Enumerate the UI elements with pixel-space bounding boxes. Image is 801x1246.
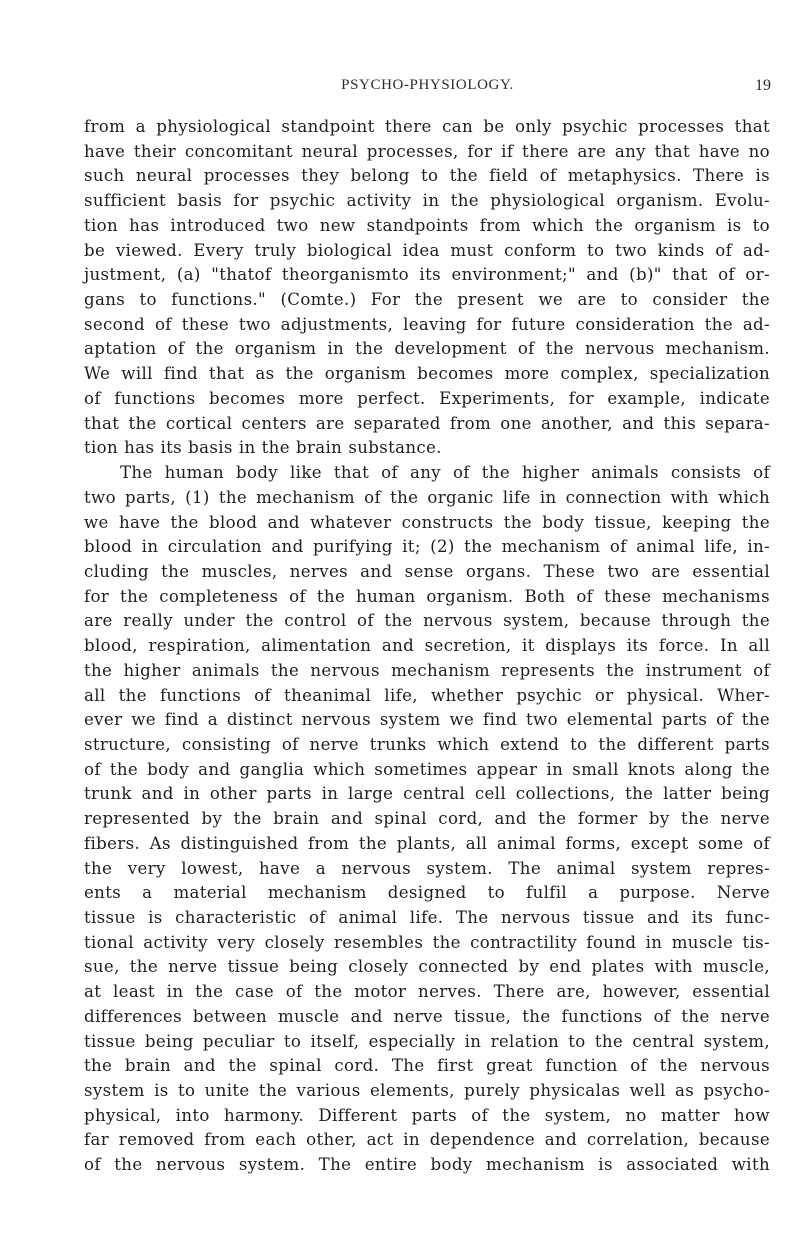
text-line: far removed from each other, act in dependence and correlation, because xyxy=(84,1130,770,1150)
text-line: the higher animals the nervous mechanism represents the instrument of xyxy=(84,660,770,680)
text-line: differences between muscle and nerve tissue, the functions of the nerve xyxy=(84,1006,770,1026)
text-line: tion has introduced two new standpoints from which the organism is to xyxy=(84,215,770,235)
text-line: blood, respiration, alimentation and secretion, it displays its force. In all xyxy=(84,636,770,656)
text-line: system is to unite the various elements, purely physicalas well as psycho- xyxy=(84,1081,770,1101)
running-head xyxy=(84,77,771,99)
text-line: at least in the case of the motor nerves. There are, however, essential xyxy=(84,982,770,1002)
body-text xyxy=(84,115,770,1178)
text-line: second of these two adjustments, leaving for future consideration the ad- xyxy=(84,314,770,334)
text-line: physical, into harmony. Different parts of the system, no matter how xyxy=(84,1105,770,1125)
text-line: We will find that as the organism becomes more complex, specialization xyxy=(84,364,770,384)
text-line: aptation of the organism in the development of the nervous mechanism. xyxy=(84,339,770,359)
text-line: for the completeness of the human organism. Both of these mechanisms xyxy=(84,586,770,606)
text-line: the very lowest, have a nervous system. The animal system repres- xyxy=(84,858,770,878)
text-line: represented by the brain and spinal cord, and the former by the nerve xyxy=(84,809,770,829)
text-line: of the nervous system. The entire body mechanism is associated with xyxy=(84,1155,770,1175)
text-line: ents a material mechanism designed to fulfil a purpose. Nerve xyxy=(84,883,770,903)
running-title: PSYCHO-PHYSIOLOGY. xyxy=(341,77,514,93)
text-line: two parts, (1) the mechanism of the organic life in connection with which xyxy=(84,487,770,507)
text-line: are really under the control of the nervous system, because through the xyxy=(84,611,770,631)
text-line: gans to functions." (Comte.) For the present we are to consider the xyxy=(84,290,770,310)
text-line: ever we find a distinct nervous system we find two elemental parts of the xyxy=(84,710,770,730)
text-line: tissue is characteristic of animal life. The nervous tissue and its func- xyxy=(84,908,770,927)
text-line: The human body like that of any of the higher animals consists of xyxy=(120,463,770,483)
text-line: tion has its basis in the brain substance. xyxy=(84,438,442,458)
text-line: fibers. As distinguished from the plants, all animal forms, except some of xyxy=(84,833,770,853)
text-line: sufficient basis for psychic activity in the physiological organism. Evolu- xyxy=(84,191,770,211)
text-line: justment, (a) "thatof theorganismto its environment;" and (b)" that of or- xyxy=(84,265,770,285)
text-line: trunk and in other parts in large central cell collections, the latter being xyxy=(84,784,770,804)
text-line: of functions becomes more perfect. Experiments, for example, indicate xyxy=(84,388,770,408)
page-number: 19 xyxy=(755,77,771,94)
text-line: be viewed. Every truly biological idea must conform to two kinds of ad- xyxy=(84,240,770,260)
text-line: tissue being peculiar to itself, especially in relation to the central system, xyxy=(84,1031,770,1051)
text-line: from a physiological standpoint there can be only psychic processes that xyxy=(84,117,770,136)
text-line: such neural processes they belong to the field of metaphysics. There is xyxy=(84,166,770,186)
text-line: tional activity very closely resembles the contractility found in muscle tis- xyxy=(84,932,770,952)
text-line: that the cortical centers are separated from one another, and this separa- xyxy=(84,413,770,433)
text-line: we have the blood and whatever constructs the body tissue, keeping the xyxy=(84,512,770,532)
text-line: sue, the nerve tissue being closely connected by end plates with muscle, xyxy=(84,957,770,977)
text-line: cluding the muscles, nerves and sense organs. These two are essential xyxy=(84,561,770,581)
text-line: have their concomitant neural processes, for if there are any that have no xyxy=(84,141,770,161)
text-line: all the functions of theanimal life, whether psychic or physical. Wher- xyxy=(84,685,770,705)
text-line: blood in circulation and purifying it; (2) the mechanism of animal life, in- xyxy=(84,537,770,557)
text-line: of the body and ganglia which sometimes appear in small knots along the xyxy=(84,759,770,779)
text-line: structure, consisting of nerve trunks which extend to the different parts xyxy=(84,734,770,754)
text-line: the brain and the spinal cord. The first great function of the nervous xyxy=(84,1056,770,1076)
